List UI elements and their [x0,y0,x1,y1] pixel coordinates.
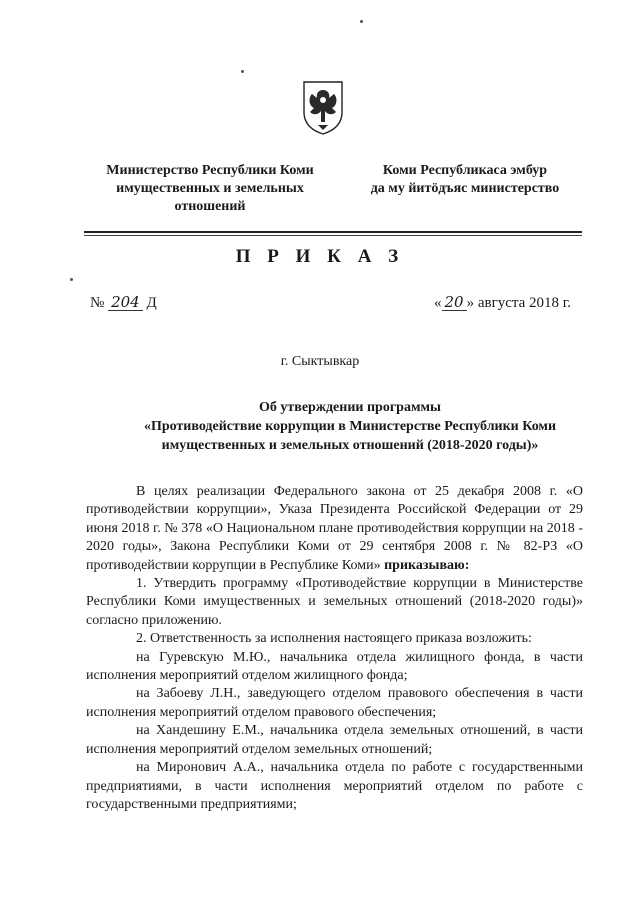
paragraph-responsible: на Гуревскую М.Ю., начальника отдела жилищного фонда, в части исполнения мероприятий отделом жилищного фонда; [86,649,583,684]
ministry-name-line: Коми Республикаса эмбур [382,163,548,178]
subject-line: «Противодействие коррупции в Министерстве Республики Коми [143,419,557,434]
ministry-name-russian [90,162,330,216]
ministry-name-line: отношений [174,199,246,214]
ministry-name-komi [345,162,585,198]
handwritten-day: 20 [442,294,467,311]
ministry-name-line: Министерство Республики Коми [106,163,314,178]
subject-line: имущественных и земельных отношений (2018-2020 годы)» [161,438,539,453]
paragraph-responsible: на Хандешину Е.М., начальника отдела земельных отношений, в части исполнения мероприятий отделом земельных отношений; [86,723,583,757]
subject-line: Об утверждении программы [259,400,441,415]
paragraph-item-1: 1. Утвердить программу «Противодействие коррупции в Министерстве Республики Коми имущественных и земельных отношений (2018-2020 годы)» согласно приложению. [86,576,583,628]
number-sign: № [90,295,105,311]
date-quote-open: « [434,295,442,311]
paragraph-responsible: на Миронович А.А., начальника отдела по работе с государственными предприятиями, в части исполнения мероприятий отделом по работе с государственными предприятиями; [86,760,583,812]
city-line: г. Сыктывкар [280,354,360,369]
coat-of-arms-emblem [300,78,346,136]
order-number [90,294,157,312]
header-divider-thin [84,235,582,236]
preamble-order-word: приказываю: [384,557,470,573]
preamble-text: В целях реализации Федерального закона от 25 декабря 2008 г. «О противодействии коррупции», Указа Президента Российской Федерации от 29 июня 2018 г. № 378 «О Национальном плане противодействия коррупции на 2018 - 2020 годы», Закона Республики Коми от 29 сентября 2008 г. № 82-РЗ «О противодействии коррупции в Республике Коми» [86,484,583,573]
number-suffix: Д [146,295,157,311]
paragraph-item-2: 2. Ответственность за исполнения настоящего приказа возложить: [136,631,532,647]
scan-speck [70,278,73,281]
scan-speck [360,20,363,23]
scan-speck [241,70,244,73]
handwritten-number: 204 [108,294,143,311]
paragraph-preamble [86,483,583,575]
header-divider [84,231,582,233]
date-month-year: » августа 2018 г. [466,295,572,311]
order-subject [120,398,580,455]
paragraph-responsible: на Забоеву Л.Н., заведующего отделом правового обеспечения в части исполнения мероприятий отделом правового обеспечения; [86,686,583,720]
document-title: П Р И К А З [235,246,405,267]
ministry-name-line: имущественных и земельных [116,181,304,196]
ministry-name-line: да му йитӧдъяс министерство [370,181,560,196]
order-body [86,483,583,814]
order-date [434,294,571,312]
